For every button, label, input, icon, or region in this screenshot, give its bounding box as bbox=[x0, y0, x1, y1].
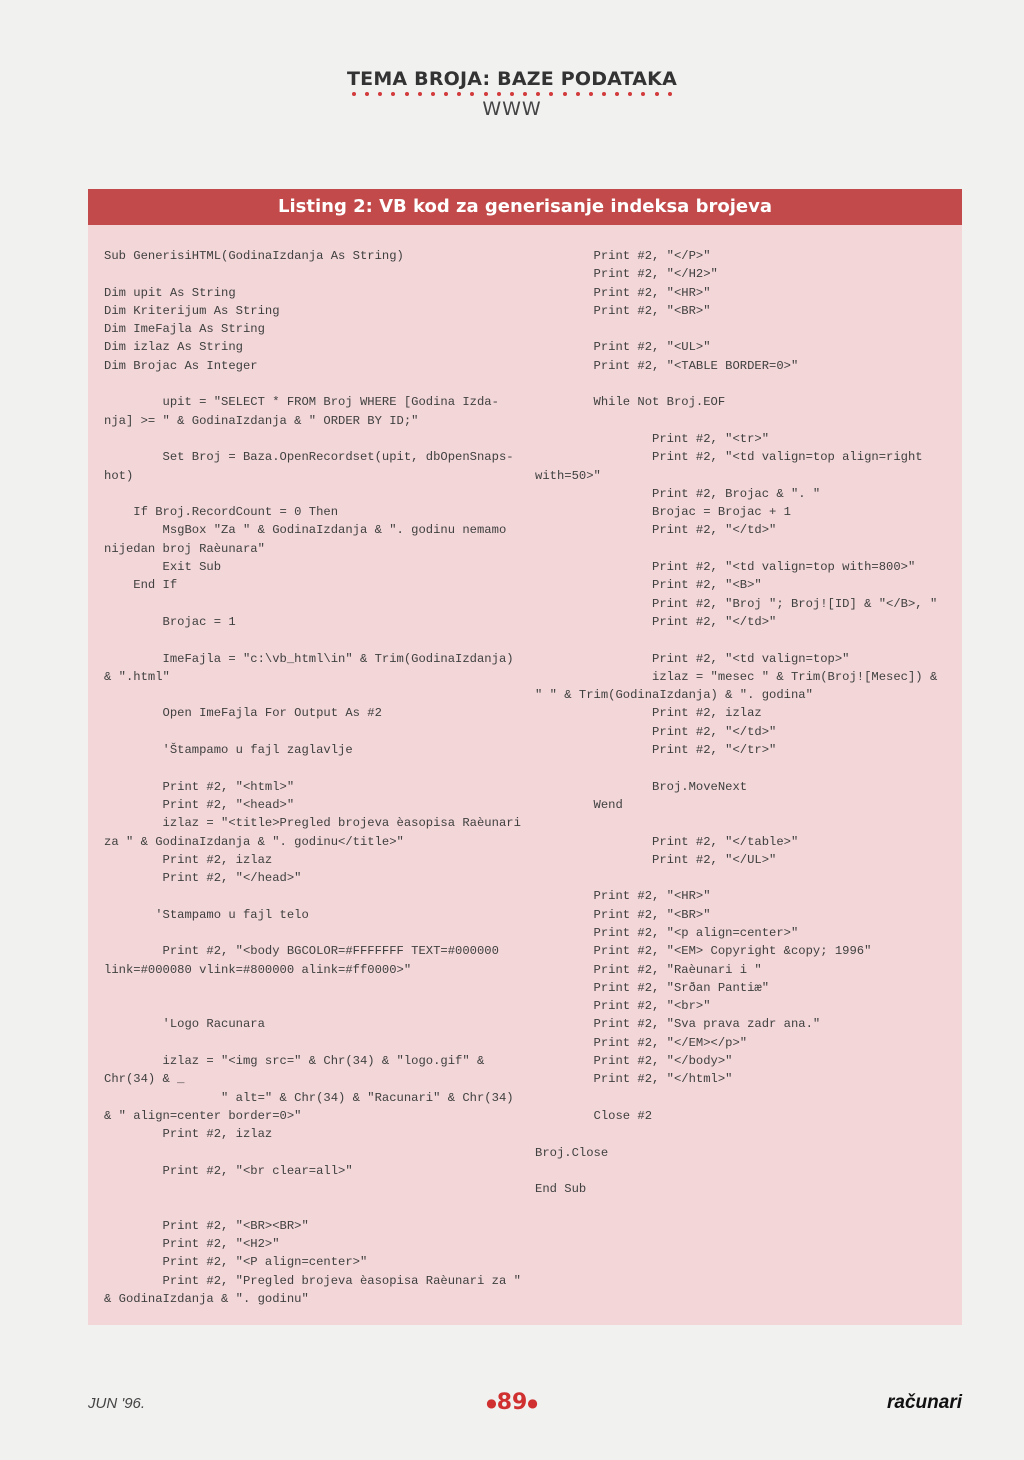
issue-date: JUN '96. bbox=[88, 1395, 146, 1412]
page-header bbox=[0, 68, 1024, 120]
section-title: TEMA BROJA: BAZE PODATAKA bbox=[346, 68, 678, 90]
page-number bbox=[0, 1390, 1024, 1415]
page-number-value: 89 bbox=[496, 1390, 528, 1415]
bullet-icon: ● bbox=[527, 1396, 538, 1410]
magazine-logo: računari bbox=[887, 1392, 962, 1413]
code-listing bbox=[88, 189, 962, 1325]
listing-title: Listing 2: VB kod za generisanje indeksa brojeva bbox=[88, 189, 962, 225]
page-footer bbox=[0, 1390, 1024, 1420]
code-column-right: Print #2, "</P>" Print #2, "</H2>" Print #2, "<HR>" Print #2, "<BR>" Print #2, "<UL>" Print #2, "<TABLE BORDER=0>" While Not Broj.EOF Print #2, "<tr>" Print #2, "<td valign=top align=right with=50>" Print #2, Brojac & ". " Brojac = Brojac + 1 Print #2, "</td>" Print #2, "<td valign=top with=800>" Print #2, "<B>" Print #2, "Broj "; Broj![ID] & "</B>, " Print #2, "</td>" Print #2, "<td valign=top>" izlaz = "mesec " & Trim(Broj![Mesec]) & " " & Trim(GodinaIzdanja) & ". godina" Print #2, izlaz Print #2, "</td>" Print #2, "</tr>" Broj.MoveNext Wend Print #2, "</table>" Print #2, "</UL>" Print #2, "<HR>" Print #2, "<BR>" Print #2, "<p align=center>" Print #2, "<EM> Copyright &copy; 1996" Print #2, "Raèunari i " Print #2, "Srðan Pantiæ" Print #2, "<br>" Print #2, "Sva prava zadr ana." Print #2, "</EM></p>" Print #2, "</body>" Print #2, "</html>" Close #2 Broj.Close End Sub bbox=[535, 249, 938, 1197]
bullet-icon: ● bbox=[486, 1396, 497, 1410]
code-column-left: Sub GenerisiHTML(GodinaIzdanja As String) Dim upit As String Dim Kriterijum As String Dim ImeFajla As String Dim izlaz As String Dim Brojac As Integer upit = "SELECT * FROM Broj WHERE [Godina Izda- nja] >= " & GodinaIzdanja & " ORDER BY ID;" Set Broj = Baza.OpenRecordset(upit, dbOpenSnaps- hot) If Broj.RecordCount = 0 Then MsgBox "Za " & GodinaIzdanja & ". godinu nemamo nijedan broj Raèunara" Exit Sub End If Brojac = 1 ImeFajla = "c:\vb_html\in" & Trim(GodinaIzdanja) & ".html" Open ImeFajla For Output As #2 'Štampamo u fajl zaglavlje Print #2, "<html>" Print #2, "<head>" izlaz = "<title>Pregled brojeva èasopisa Raèunari za " & GodinaIzdanja & ". godinu</title>" Print #2, izlaz Print #2, "</head>" 'Stampamo u fajl telo Print #2, "<body BGCOLOR=#FFFFFFF TEXT=#000000 link=#000080 vlink=#800000 alink=#ff0000>" 'Logo Racunara izlaz = "<img src=" & Chr(34) & "logo.gif" & Chr(34) & _ " alt=" & Chr(34) & "Racunari" & Chr(34) & " align=center border=0>" Print #2, izlaz Print #2, "<br clear=all>" Print #2, "<BR><BR>" Print #2, "<H2>" Print #2, "<P align=center>" Print #2, "Pregled brojeva èasopisa Raèunari za " & GodinaIzdanja & ". godinu" bbox=[104, 249, 521, 1306]
subsection-title: WWW bbox=[482, 98, 542, 120]
